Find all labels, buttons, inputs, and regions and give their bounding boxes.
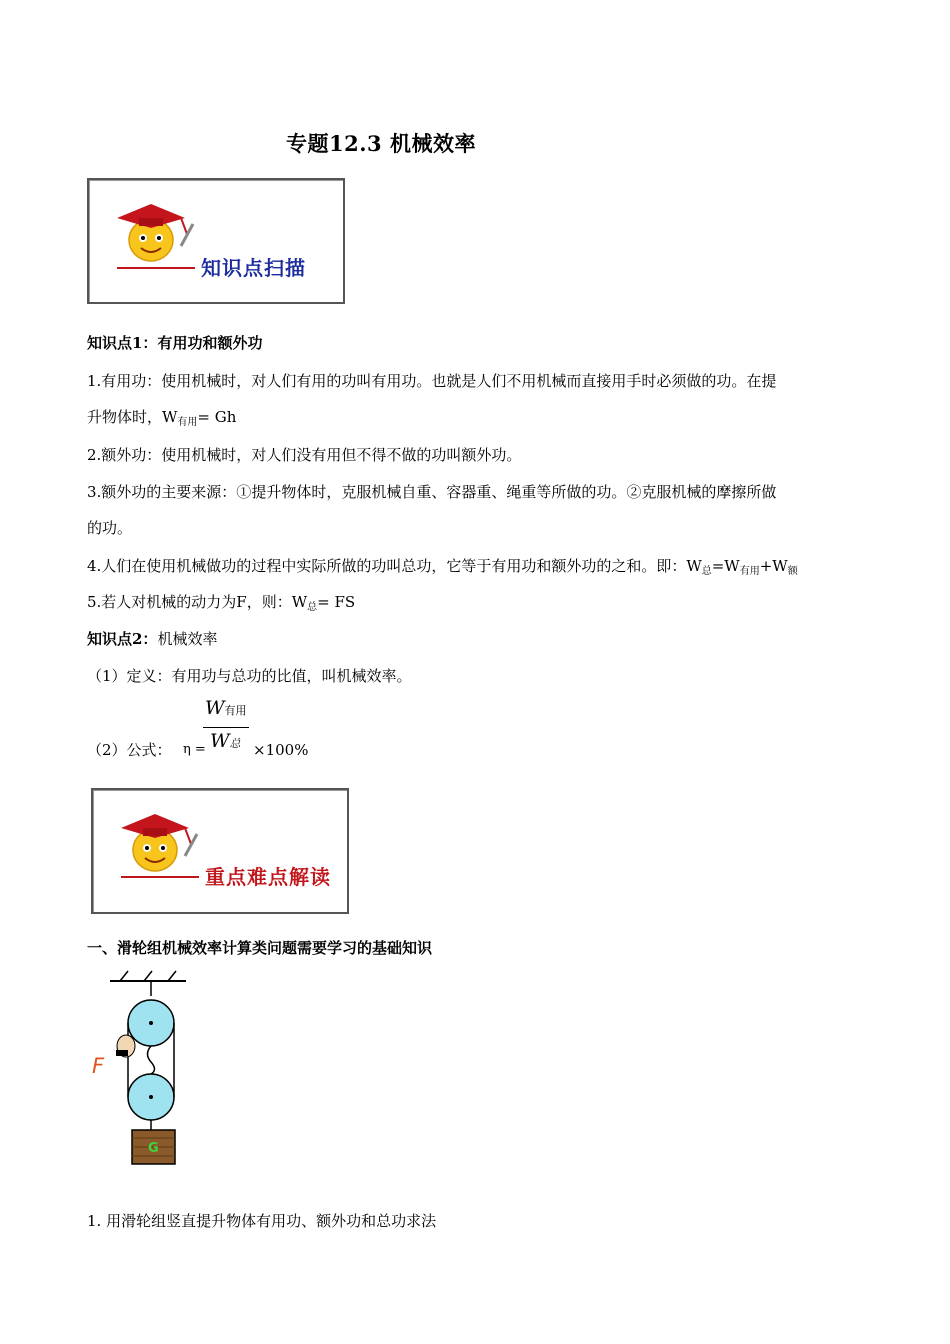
- weight-label: G: [148, 1141, 159, 1156]
- paragraph: 4.人们在使用机械做功的过程中实际所做的功叫总功，它等于有用功和额外功的之和。即：$W_总=W_{有用}+W_额$: [87, 557, 798, 577]
- key-points-banner: [91, 788, 349, 914]
- banner-rule: [117, 267, 195, 269]
- banner-rule: [121, 876, 199, 878]
- formula-label: （2）公式：: [87, 741, 172, 759]
- efficiency-symbol: η =: [183, 742, 206, 757]
- section-heading: 知识点1：有用功和额外功: [87, 334, 263, 352]
- formula-denominator: W总: [210, 730, 241, 752]
- paragraph: 升物体时，$W_{有用}= Gh$: [87, 408, 237, 428]
- fraction-bar: [203, 727, 249, 728]
- banner-label: 重点难点解读: [205, 865, 331, 889]
- knowledge-scan-banner: [87, 178, 345, 304]
- page-title: 专题12.3 机械效率: [286, 131, 476, 156]
- formula-multiplier: ×100%: [253, 741, 309, 759]
- mascot-graduate-icon: [111, 188, 201, 272]
- paragraph: 1.有用功：使用机械时，对人们有用的功叫有用功。也就是人们不用机械而直接用手时必须做的功。在提: [87, 372, 777, 390]
- section-heading: 一、滑轮组机械效率计算类问题需要学习的基础知识: [87, 939, 433, 957]
- paragraph: 5.若人对机械的动力为F，则：$W_总=$ FS: [87, 593, 356, 613]
- section-heading: 知识点2：机械效率: [87, 630, 218, 648]
- paragraph: （1）定义：有用功与总功的比值，叫机械效率。: [87, 667, 412, 685]
- force-label: F: [92, 1054, 105, 1078]
- paragraph: 的功。: [87, 519, 133, 537]
- list-item: 1. 用滑轮组竖直提升物体有用功、额外功和总功求法: [87, 1212, 437, 1230]
- mascot-graduate-icon: [115, 798, 205, 882]
- paragraph: 2.额外功：使用机械时，对人们没有用但不得不做的功叫额外功。: [87, 446, 522, 464]
- banner-label: 知识点扫描: [201, 256, 306, 280]
- formula-numerator: W有用: [205, 697, 247, 719]
- paragraph: 3.额外功的主要来源：①提升物体时，克服机械自重、容器重、绳重等所做的功。②克服机械的摩擦所做: [87, 483, 777, 501]
- pulley-system-diagram: [88, 966, 198, 1168]
